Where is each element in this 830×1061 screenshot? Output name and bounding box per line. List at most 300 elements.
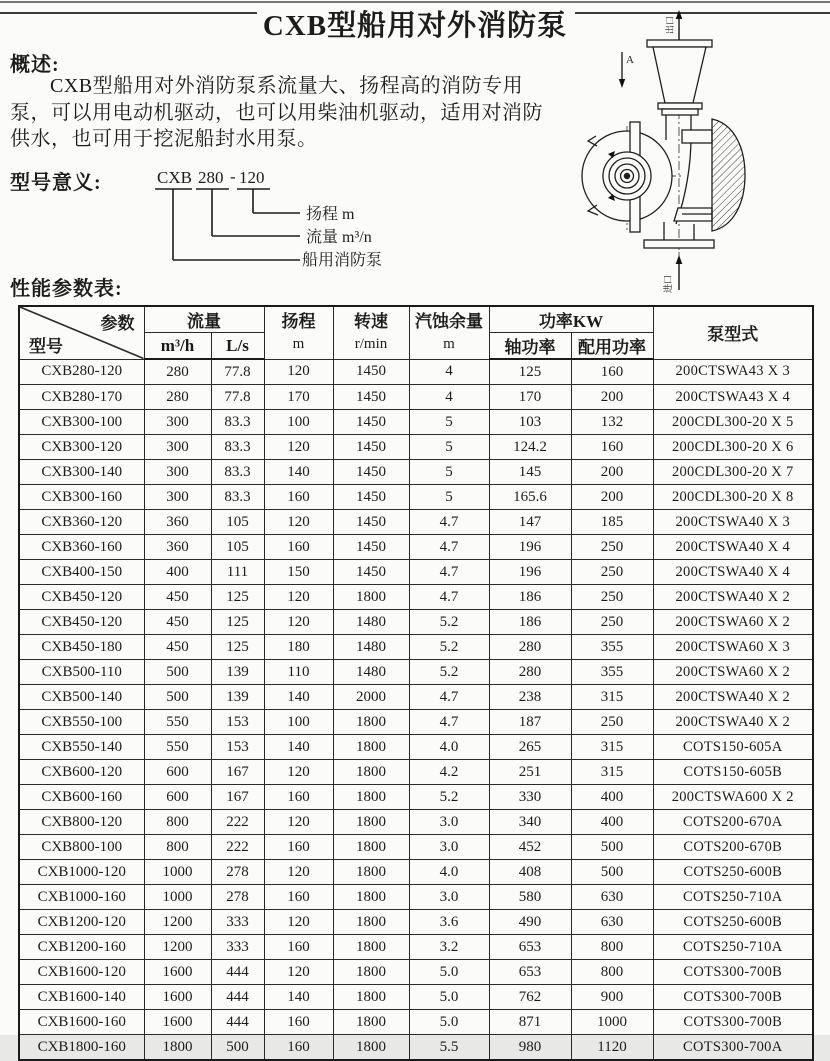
cell-flow-m3h: 400: [144, 560, 211, 585]
cell-flow-ls: 167: [211, 760, 264, 785]
cell-rated-power: 500: [571, 835, 653, 860]
cell-shaft-power: 408: [489, 860, 571, 885]
cell-model: CXB1200-160: [19, 935, 144, 960]
cell-pump-type: 200CTSWA40 X 2: [653, 585, 813, 610]
cell-model: CXB300-140: [19, 460, 144, 485]
cell-npsh: 4.7: [409, 560, 489, 585]
cell-model: CXB600-120: [19, 760, 144, 785]
cell-rated-power: 160: [571, 359, 653, 385]
cell-npsh: 5.5: [409, 1035, 489, 1061]
cell-rated-power: 630: [571, 910, 653, 935]
cell-flow-ls: 153: [211, 735, 264, 760]
cell-pump-type: COTS300-700B: [653, 985, 813, 1010]
cell-speed: 1800: [333, 935, 409, 960]
cell-flow-m3h: 1000: [144, 860, 211, 885]
cell-npsh: 3.0: [409, 885, 489, 910]
cell-flow-m3h: 600: [144, 785, 211, 810]
corner-header-cell: [19, 306, 144, 359]
cell-pump-type: 200CTSWA43 X 4: [653, 385, 813, 410]
cell-model: CXB800-120: [19, 810, 144, 835]
cell-speed: 1450: [333, 410, 409, 435]
table-row: [19, 810, 813, 835]
cell-rated-power: 250: [571, 585, 653, 610]
header-speed-label: 转速: [354, 311, 388, 331]
cell-speed: 1800: [333, 910, 409, 935]
cell-flow-ls: 444: [211, 985, 264, 1010]
cell-rated-power: 630: [571, 885, 653, 910]
table-row: [19, 985, 813, 1010]
cell-head: 160: [264, 1010, 333, 1035]
cell-speed: 1480: [333, 660, 409, 685]
table-row: [19, 510, 813, 535]
cell-model: CXB1200-120: [19, 910, 144, 935]
cell-shaft-power: 103: [489, 410, 571, 435]
cell-flow-ls: 167: [211, 785, 264, 810]
cell-flow-m3h: 500: [144, 660, 211, 685]
cell-pump-type: 200CDL300-20 X 5: [653, 410, 813, 435]
model-code-flow: 280: [198, 168, 224, 187]
table-row: [19, 460, 813, 485]
cell-npsh: 3.6: [409, 910, 489, 935]
cell-model: CXB550-100: [19, 710, 144, 735]
cell-shaft-power: 147: [489, 510, 571, 535]
cell-speed: 1450: [333, 510, 409, 535]
cell-model: CXB360-160: [19, 535, 144, 560]
cell-head: 180: [264, 635, 333, 660]
header-head-label: 扬程: [281, 311, 316, 331]
cell-pump-type: COTS250-600B: [653, 910, 813, 935]
cell-pump-type: 200CTSWA40 X 3: [653, 510, 813, 535]
cell-head: 100: [264, 710, 333, 735]
cell-model: CXB400-150: [19, 560, 144, 585]
cell-head: 100: [264, 410, 333, 435]
model-code-diagram: [140, 163, 420, 275]
cell-rated-power: 1120: [571, 1035, 653, 1061]
cell-speed: 1800: [333, 585, 409, 610]
cell-head: 160: [264, 1035, 333, 1061]
table-row: [19, 410, 813, 435]
cell-speed: 1800: [333, 960, 409, 985]
cell-shaft-power: 196: [489, 560, 571, 585]
cell-flow-m3h: 1600: [144, 1010, 211, 1035]
cell-npsh: 5.2: [409, 660, 489, 685]
cell-npsh: 5.2: [409, 610, 489, 635]
cell-flow-ls: 77.8: [211, 359, 264, 385]
cell-model: CXB1600-140: [19, 985, 144, 1010]
cell-pump-type: COTS300-700B: [653, 1010, 813, 1035]
cell-shaft-power: 170: [489, 385, 571, 410]
cell-shaft-power: 330: [489, 785, 571, 810]
cell-flow-m3h: 1200: [144, 935, 211, 960]
outlet-label: 出口: [665, 15, 675, 34]
table-row: [19, 685, 813, 710]
cell-speed: 1800: [333, 985, 409, 1010]
cell-rated-power: 500: [571, 860, 653, 885]
cell-npsh: 4: [409, 359, 489, 385]
model-meaning-heading: 型号意义:: [10, 172, 102, 194]
parameter-table-heading: 性能参数表:: [10, 278, 123, 300]
table-row: [19, 960, 813, 985]
cell-flow-m3h: 1800: [144, 1035, 211, 1061]
cell-shaft-power: 165.6: [489, 485, 571, 510]
cell-head: 140: [264, 685, 333, 710]
cell-model: CXB600-160: [19, 785, 144, 810]
cell-model: CXB500-140: [19, 685, 144, 710]
cell-head: 170: [264, 385, 333, 410]
cell-shaft-power: 340: [489, 810, 571, 835]
cell-head: 120: [264, 359, 333, 385]
cell-flow-ls: 83.3: [211, 485, 264, 510]
table-row: [19, 359, 813, 385]
table-row: [19, 485, 813, 510]
cell-flow-ls: 500: [211, 1035, 264, 1061]
cell-flow-ls: 278: [211, 885, 264, 910]
cell-flow-m3h: 800: [144, 810, 211, 835]
header-flow-group: 流量: [144, 306, 264, 333]
table-row: [19, 785, 813, 810]
corner-label-parameter: 参数: [100, 314, 135, 333]
cell-model: CXB1000-160: [19, 885, 144, 910]
cell-npsh: 4.7: [409, 710, 489, 735]
cell-model: CXB360-120: [19, 510, 144, 535]
model-meaning-label-head: 扬程 m: [306, 206, 355, 223]
cell-shaft-power: 280: [489, 660, 571, 685]
table-row: [19, 560, 813, 585]
cell-rated-power: 160: [571, 435, 653, 460]
view-a-arrow-icon: [619, 79, 625, 88]
cell-npsh: 5.2: [409, 785, 489, 810]
table-row: [19, 535, 813, 560]
cell-shaft-power: 251: [489, 760, 571, 785]
cell-flow-m3h: 280: [144, 359, 211, 385]
cell-flow-m3h: 1200: [144, 910, 211, 935]
cell-flow-m3h: 800: [144, 835, 211, 860]
cell-flow-m3h: 360: [144, 535, 211, 560]
cell-pump-type: 200CDL300-20 X 8: [653, 485, 813, 510]
cell-rated-power: 800: [571, 935, 653, 960]
cell-flow-ls: 139: [211, 685, 264, 710]
cell-shaft-power: 762: [489, 985, 571, 1010]
cell-flow-ls: 444: [211, 960, 264, 985]
cell-pump-type: 200CTSWA60 X 3: [653, 635, 813, 660]
cell-shaft-power: 653: [489, 960, 571, 985]
cell-pump-type: 200CTSWA40 X 2: [653, 710, 813, 735]
cell-npsh: 4.0: [409, 860, 489, 885]
table-row: [19, 1010, 813, 1035]
cell-npsh: 4.7: [409, 510, 489, 535]
table-row: [19, 585, 813, 610]
cell-npsh: 4.0: [409, 735, 489, 760]
table-row: [19, 610, 813, 635]
cell-flow-ls: 139: [211, 660, 264, 685]
cell-rated-power: 400: [571, 810, 653, 835]
cell-rated-power: 355: [571, 660, 653, 685]
cell-npsh: 5.0: [409, 1010, 489, 1035]
cell-shaft-power: 265: [489, 735, 571, 760]
cell-model: CXB450-120: [19, 610, 144, 635]
cell-rated-power: 200: [571, 485, 653, 510]
cell-head: 150: [264, 560, 333, 585]
cell-head: 160: [264, 535, 333, 560]
cell-npsh: 5.2: [409, 635, 489, 660]
cell-shaft-power: 490: [489, 910, 571, 935]
cell-head: 160: [264, 835, 333, 860]
header-flow-m3h: m³/h: [144, 333, 211, 360]
cell-pump-type: 200CTSWA600 X 2: [653, 785, 813, 810]
cell-model: CXB300-120: [19, 435, 144, 460]
cell-speed: 1450: [333, 535, 409, 560]
cell-shaft-power: 653: [489, 935, 571, 960]
cell-pump-type: COTS200-670A: [653, 810, 813, 835]
cell-model: CXB1000-120: [19, 860, 144, 885]
cell-speed: 2000: [333, 685, 409, 710]
cell-speed: 1800: [333, 885, 409, 910]
cell-flow-m3h: 300: [144, 485, 211, 510]
cell-pump-type: 200CDL300-20 X 6: [653, 435, 813, 460]
cell-rated-power: 800: [571, 960, 653, 985]
cell-flow-m3h: 300: [144, 435, 211, 460]
cell-pump-type: 200CTSWA43 X 3: [653, 359, 813, 385]
cell-rated-power: 400: [571, 785, 653, 810]
table-row: [19, 385, 813, 410]
cell-npsh: 5: [409, 460, 489, 485]
table-row: [19, 635, 813, 660]
table-row: [19, 435, 813, 460]
inlet-label: 进口: [663, 274, 673, 293]
cell-head: 160: [264, 485, 333, 510]
cell-model: CXB550-140: [19, 735, 144, 760]
cell-speed: 1450: [333, 359, 409, 385]
cell-speed: 1800: [333, 785, 409, 810]
table-row: [19, 935, 813, 960]
cell-flow-ls: 83.3: [211, 410, 264, 435]
cell-shaft-power: 871: [489, 1010, 571, 1035]
cell-head: 160: [264, 935, 333, 960]
cell-shaft-power: 187: [489, 710, 571, 735]
cell-shaft-power: 580: [489, 885, 571, 910]
cell-flow-ls: 83.3: [211, 435, 264, 460]
cell-flow-ls: 105: [211, 535, 264, 560]
outlet-arrow-icon: [676, 10, 683, 19]
overview-heading: 概述:: [10, 54, 60, 76]
cell-head: 120: [264, 435, 333, 460]
view-a-label: A: [626, 54, 634, 66]
cell-rated-power: 900: [571, 985, 653, 1010]
cell-npsh: 4.2: [409, 760, 489, 785]
cell-model: CXB500-110: [19, 660, 144, 685]
table-row: [19, 910, 813, 935]
model-label-head: 120: [239, 168, 265, 187]
cell-speed: 1800: [333, 760, 409, 785]
cell-speed: 1800: [333, 1035, 409, 1061]
cell-speed: 1800: [333, 810, 409, 835]
cell-pump-type: COTS200-670B: [653, 835, 813, 860]
model-meaning-label-pump: 船用消防泵: [302, 252, 383, 269]
cell-head: 120: [264, 810, 333, 835]
cell-flow-m3h: 1600: [144, 960, 211, 985]
header-npsh-unit: m: [443, 335, 455, 352]
cell-npsh: 5.0: [409, 960, 489, 985]
cell-head: 120: [264, 760, 333, 785]
model-code-separator: -: [230, 167, 236, 186]
cell-flow-m3h: 280: [144, 385, 211, 410]
cell-head: 120: [264, 510, 333, 535]
cell-head: 140: [264, 985, 333, 1010]
cell-speed: 1450: [333, 385, 409, 410]
cell-npsh: 5: [409, 435, 489, 460]
cell-pump-type: 200CTSWA40 X 4: [653, 560, 813, 585]
cell-flow-ls: 83.3: [211, 460, 264, 485]
cell-flow-ls: 278: [211, 860, 264, 885]
cell-pump-type: 200CTSWA60 X 2: [653, 610, 813, 635]
cell-head: 140: [264, 460, 333, 485]
cell-model: CXB450-120: [19, 585, 144, 610]
cell-rated-power: 185: [571, 510, 653, 535]
cell-flow-ls: 125: [211, 635, 264, 660]
cell-flow-ls: 222: [211, 810, 264, 835]
cell-shaft-power: 145: [489, 460, 571, 485]
cell-pump-type: COTS300-700B: [653, 960, 813, 985]
header-rated-power: 配用功率: [571, 333, 653, 360]
cell-pump-type: 200CTSWA40 X 4: [653, 535, 813, 560]
cell-speed: 1800: [333, 860, 409, 885]
cell-rated-power: 200: [571, 385, 653, 410]
cell-head: 120: [264, 585, 333, 610]
cell-rated-power: 250: [571, 560, 653, 585]
cell-rated-power: 250: [571, 710, 653, 735]
cell-shaft-power: 186: [489, 610, 571, 635]
cell-shaft-power: 186: [489, 585, 571, 610]
cell-npsh: 5.0: [409, 985, 489, 1010]
cell-rated-power: 315: [571, 760, 653, 785]
cell-rated-power: 132: [571, 410, 653, 435]
cell-rated-power: 355: [571, 635, 653, 660]
cell-speed: 1480: [333, 635, 409, 660]
cell-model: CXB800-100: [19, 835, 144, 860]
cell-flow-m3h: 500: [144, 685, 211, 710]
table-row: [19, 710, 813, 735]
cell-rated-power: 1000: [571, 1010, 653, 1035]
cell-pump-type: 200CTSWA40 X 2: [653, 685, 813, 710]
overview-paragraph: CXB型船用对外消防泵系流量大、扬程高的消防专用泵，可以用电动机驱动，也可以用柴油机驱动，适用对消防供水，也可用于挖泥船封水用泵。: [10, 75, 543, 150]
header-head-unit: m: [292, 335, 305, 352]
cell-flow-ls: 333: [211, 910, 264, 935]
inlet-arrow-icon: [676, 255, 683, 264]
cell-pump-type: COTS150-605A: [653, 735, 813, 760]
cell-flow-m3h: 550: [144, 710, 211, 735]
cell-flow-m3h: 450: [144, 635, 211, 660]
cell-model: CXB280-120: [19, 359, 144, 385]
cell-flow-ls: 222: [211, 835, 264, 860]
cell-pump-type: 200CTSWA60 X 2: [653, 660, 813, 685]
header-speed: [333, 306, 409, 359]
cell-head: 120: [264, 960, 333, 985]
header-npsh: [409, 306, 489, 359]
cell-speed: 1450: [333, 460, 409, 485]
performance-parameter-table: [18, 305, 814, 1061]
cell-head: 160: [264, 785, 333, 810]
cell-speed: 1450: [333, 560, 409, 585]
cell-flow-m3h: 360: [144, 510, 211, 535]
cell-speed: 1800: [333, 710, 409, 735]
header-shaft-power: 轴功率: [489, 333, 571, 360]
cell-flow-m3h: 550: [144, 735, 211, 760]
model-meaning-label-flow: 流量 m³/n: [306, 229, 372, 246]
cell-flow-m3h: 450: [144, 585, 211, 610]
cell-shaft-power: 238: [489, 685, 571, 710]
cell-speed: 1800: [333, 1010, 409, 1035]
cell-rated-power: 200: [571, 460, 653, 485]
cell-npsh: 4: [409, 385, 489, 410]
cell-pump-type: COTS300-700A: [653, 1035, 813, 1061]
cell-pump-type: COTS250-710A: [653, 885, 813, 910]
cell-npsh: 4.7: [409, 535, 489, 560]
cell-speed: 1450: [333, 435, 409, 460]
table-row: [19, 735, 813, 760]
cell-model: CXB1600-120: [19, 960, 144, 985]
cell-speed: 1480: [333, 610, 409, 635]
pump-drawing: [578, 0, 830, 300]
header-speed-unit: r/min: [354, 335, 388, 352]
cell-flow-ls: 444: [211, 1010, 264, 1035]
cell-speed: 1800: [333, 735, 409, 760]
cell-head: 140: [264, 735, 333, 760]
header-power-group: 功率KW: [489, 306, 653, 333]
cell-shaft-power: 196: [489, 535, 571, 560]
cell-npsh: 3.0: [409, 835, 489, 860]
cell-model: CXB450-180: [19, 635, 144, 660]
cell-flow-ls: 77.8: [211, 385, 264, 410]
cell-npsh: 4.7: [409, 685, 489, 710]
cell-model: CXB300-160: [19, 485, 144, 510]
cell-speed: 1450: [333, 485, 409, 510]
table-row: [19, 660, 813, 685]
table-row: [19, 760, 813, 785]
cell-npsh: 3.0: [409, 810, 489, 835]
header-npsh-label: 汽蚀余量: [415, 311, 483, 331]
cell-flow-m3h: 300: [144, 410, 211, 435]
table-row: [19, 885, 813, 910]
header-pump-type: 泵型式: [653, 306, 813, 359]
cell-flow-m3h: 450: [144, 610, 211, 635]
cell-flow-ls: 125: [211, 610, 264, 635]
cell-flow-ls: 125: [211, 585, 264, 610]
table-row: [19, 1035, 813, 1061]
model-code-prefix: CXB: [157, 168, 192, 187]
cell-rated-power: 315: [571, 735, 653, 760]
cell-head: 120: [264, 610, 333, 635]
cell-head: 120: [264, 910, 333, 935]
cell-flow-m3h: 300: [144, 460, 211, 485]
cell-rated-power: 250: [571, 610, 653, 635]
header-flow-ls: L/s: [211, 333, 264, 360]
cell-shaft-power: 124.2: [489, 435, 571, 460]
cell-flow-m3h: 1600: [144, 985, 211, 1010]
cell-shaft-power: 280: [489, 635, 571, 660]
cell-pump-type: COTS150-605B: [653, 760, 813, 785]
table-row: [19, 860, 813, 885]
cell-npsh: 3.2: [409, 935, 489, 960]
corner-label-model: 型号: [29, 336, 63, 356]
cell-model: CXB1600-160: [19, 1010, 144, 1035]
cell-model: CXB280-170: [19, 385, 144, 410]
cell-flow-ls: 111: [211, 560, 264, 585]
cell-speed: 1800: [333, 835, 409, 860]
cell-pump-type: 200CDL300-20 X 7: [653, 460, 813, 485]
cell-shaft-power: 452: [489, 835, 571, 860]
cell-flow-m3h: 600: [144, 760, 211, 785]
cell-pump-type: COTS250-600B: [653, 860, 813, 885]
